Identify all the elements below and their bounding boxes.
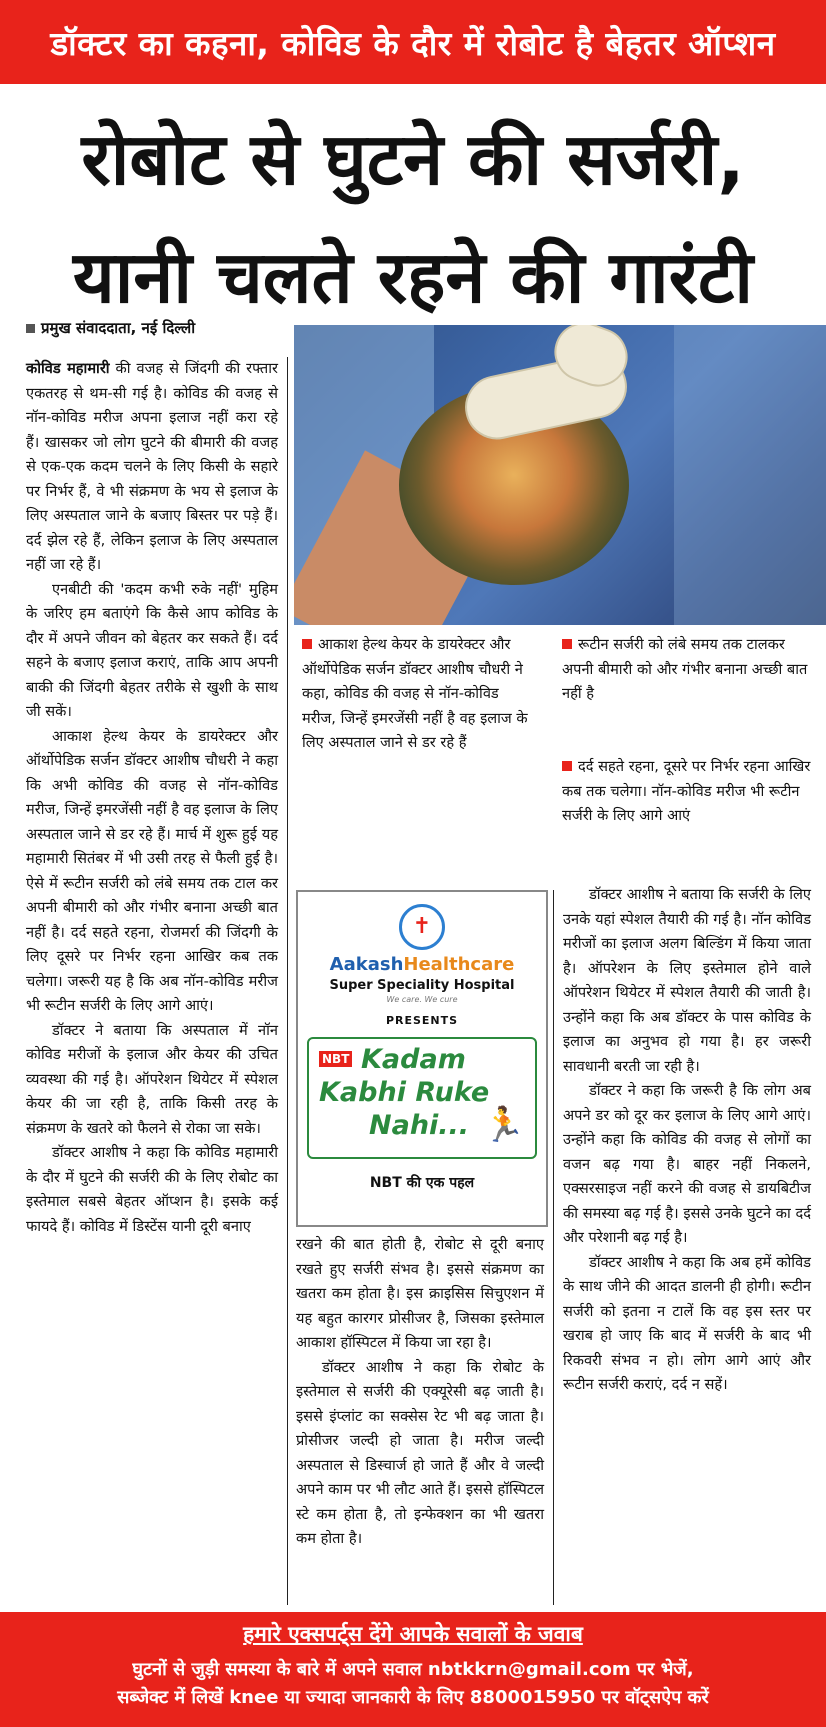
caption-text: आकाश हेल्थ केयर के डायरेक्टर और ऑर्थोपेडिक सर्जन डॉक्टर आशीष चौधरी ने कहा, कोविड की वजह से नॉन-कोविड मरीज, जिन्हें इमरजेंसी नहीं है वह इलाज के लिए अस्पताल जाने से डर रहे हैं bbox=[302, 636, 528, 751]
footer-bar bbox=[0, 1612, 826, 1727]
caption-text: दर्द सहते रहना, दूसरे पर निर्भर रहना आखिर कब तक चलेगा। नॉन-कोविड मरीज भी रूटीन सर्जरी के लिए आगे आएं bbox=[562, 758, 811, 824]
campaign-word-3: Nahi... bbox=[369, 1110, 470, 1141]
column-divider bbox=[287, 357, 288, 1605]
brand-part-b: Healthcare bbox=[403, 954, 515, 975]
campaign-logo bbox=[307, 1037, 537, 1159]
headline-line-1: रोबोट से घुटने की सर्जरी, bbox=[81, 117, 745, 201]
column-divider bbox=[553, 890, 554, 1605]
headline bbox=[0, 100, 826, 336]
caption-left bbox=[302, 633, 537, 756]
caption-right-2 bbox=[562, 755, 817, 829]
paragraph: डॉक्टर ने बताया कि अस्पताल में नॉन कोविड मरीजों के इलाज और केयर की उचित व्यवस्था की गई है। ऑपरेशन थियेटर में स्पेशल केयर की जा रही है, ताकि किसी तरह के संक्रमण के खतरे को फैलने से रोका जा सके। bbox=[26, 1021, 278, 1137]
surgery-photo bbox=[294, 325, 826, 625]
campaign-word-1: Kadam bbox=[361, 1044, 466, 1075]
banner-text: डॉक्टर का कहना, कोविड के दौर में रोबोट है बेहतर ऑप्शन bbox=[50, 23, 776, 63]
footer-line-1: घुटनों से जुड़ी समस्या के बारे में अपने सवाल nbtkkrn@gmail.com पर भेजें, bbox=[132, 1659, 694, 1680]
hospital-brand bbox=[298, 954, 546, 975]
hospital-subtitle: Super Speciality Hospital bbox=[329, 978, 515, 993]
footer-title: हमारे एक्सपर्ट्स देंगे आपके सवालों के जवाब bbox=[243, 1622, 583, 1646]
footer-line-2: सब्जेक्ट में लिखें knee या ज्यादा जानकारी के लिए 8800015950 पर वॉट्सऐप करें bbox=[117, 1687, 709, 1708]
paragraph: एनबीटी की 'कदम कभी रुके नहीं' मुहिम के जरिए हम बताएंगे कि कैसे आप कोविड के दौर में अपने जीवन को बेहतर कर सकते हैं। दर्द सहने के बजाए इलाज कराएं, ताकि आप अपनी बाकी की जिंदगी बेहतर तरीके से खुशी के साथ जी सकें। bbox=[26, 580, 278, 720]
red-square-icon bbox=[302, 639, 312, 649]
paragraph: डॉक्टर आशीष ने कहा कि अब हमें कोविड के साथ जीने की आदत डालनी ही होगी। रूटीन सर्जरी को इतना न टालें कि वह इस स्तर पर खराब हो जाए कि बाद में सर्जरी के बाद भी रिकवरी संभव न हो। लोग आगे आएं और रूटीन सर्जरी कराएं, दर्द न सहें। bbox=[563, 1253, 811, 1393]
article-column-1 bbox=[26, 357, 278, 1239]
paragraph: डॉक्टर आशीष ने बताया कि सर्जरी के लिए उनके यहां स्पेशल तैयारी की गई है। नॉन कोविड मरीजों का इलाज अलग बिल्डिंग में किया जाता है। ऑपरेशन के लिए इस्तेमाल होने वाले ऑपरेशन थियेटर में स्पेशल तैयारी की जाती है। उन्होंने कहा कि अब डॉक्टर के पास कोविड के इलाज का अनुभव हो गया है। हर जरूरी सावधानी बरती जा रही है। bbox=[563, 886, 811, 1075]
runner-icon: 🏃 bbox=[482, 1105, 525, 1145]
byline-square-icon bbox=[26, 324, 35, 333]
brand-part-a: Aakash bbox=[329, 954, 404, 975]
red-square-icon bbox=[562, 761, 572, 771]
headline-line-2: यानी चलते रहने की गारंटी bbox=[72, 235, 753, 319]
paragraph: आकाश हेल्थ केयर के डायरेक्टर और ऑर्थोपेडिक सर्जन डॉक्टर आशीष चौधरी ने कहा कि अभी कोविड की वजह से नॉन-कोविड मरीज, जिन्हें इमरजेंसी नहीं है वह इलाज के लिए अस्पताल जाने से डर रहे हैं। मार्च में शुरू हुई यह महामारी सितंबर में भी उसी तरह से फैली हुई है। ऐसे में रूटीन सर्जरी को लंबे समय तक टाल कर अपनी बीमारी को और गंभीर बनाना अच्छी बात नहीं है। दर्द सहते रहना, रोजमर्रा की जिंदगी के लिए दूसरे पर निर्भर रहना आखिर कब तक चलेगा। जरूरी यह है कि अब नॉन-कोविड मरीज भी रूटीन सर्जरी के लिए आगे आएं। bbox=[26, 727, 278, 1014]
nbt-badge: NBT bbox=[319, 1051, 352, 1067]
paragraph bbox=[26, 357, 278, 578]
paragraph: डॉक्टर ने कहा कि जरूरी है कि लोग अब अपने डर को दूर कर इलाज के लिए आगे आएं। उन्होंने कहा कि कोविड की वजह से लोगों का वजन बढ़ गया है। बाहर नहीं निकलने, एक्सरसाइज नहीं करने की वजह से डायबिटीज की समस्या बढ़ गई है। इससे उनके घुटने का दर्द और परेशानी बढ़ गई है। bbox=[563, 1082, 811, 1246]
caption-text: रूटीन सर्जरी को लंबे समय तक टालकर अपनी बीमारी को और गंभीर बनाना अच्छी बात नहीं है bbox=[562, 636, 808, 702]
nbt-initiative-label: NBT की एक पहल bbox=[369, 1175, 475, 1191]
drape-shape bbox=[674, 325, 826, 625]
byline-text: प्रमुख संवाददाता, नई दिल्ली bbox=[41, 319, 196, 337]
hospital-logo-icon: ✝ bbox=[399, 904, 445, 950]
campaign-word-2: Kabhi Ruke bbox=[319, 1077, 490, 1108]
article-column-2 bbox=[296, 1233, 544, 1552]
caption-right-1 bbox=[562, 633, 817, 707]
red-square-icon bbox=[562, 639, 572, 649]
top-banner bbox=[0, 0, 826, 84]
hospital-tagline: We care. We cure bbox=[386, 995, 458, 1004]
byline bbox=[26, 318, 195, 338]
paragraph-text: की वजह से जिंदगी की रफ्तार एकतरह से थम-सी गई है। कोविड की वजह से नॉन-कोविड मरीज अपना इलाज नहीं करा रहे हैं। खासकर जो लोग घुटने की बीमारी की वजह से एक-एक कदम चलने के लिए किसी के सहारे पर निर्भर हैं, वे भी संक्रमण के भय से इलाज के लिए अस्पताल जाने के बजाए बिस्तर पर पड़े हैं। दर्द झेल रहे हैं, लेकिन इलाज के लिए अस्पताल नहीं जा रहे हैं। bbox=[26, 360, 278, 573]
promo-box bbox=[296, 890, 548, 1227]
article-column-3 bbox=[563, 883, 811, 1398]
lead-text: कोविड महामारी bbox=[26, 360, 110, 377]
paragraph: रखने की बात होती है, रोबोट से दूरी बनाए रखते हुए सर्जरी संभव है। इससे संक्रमण का खतरा कम होता है। इस क्राइसिस सिचुएशन में यह बहुत कारगर प्रोसीजर है, जिसका इस्तेमाल आकाश हॉस्पिटल में किया जा रहा है। bbox=[296, 1236, 544, 1351]
paragraph: डॉक्टर आशीष ने कहा कि रोबोट के इस्तेमाल से सर्जरी की एक्यूरेसी बढ़ जाती है। इससे इंप्लांट का सक्सेस रेट भी बढ़ जाता है। प्रोसीजर जल्दी हो जाता है। मरीज जल्दी अस्पताल से डिस्चार्ज हो जाते हैं और वे जल्दी अपने काम पर भी लौट आते हैं। इससे हॉस्पिटल स्टे कम होता है, तो इन्फेक्शन का भी खतरा कम होता है। bbox=[296, 1358, 544, 1547]
presents-label: PRESENTS bbox=[385, 1014, 459, 1027]
photo-captions bbox=[294, 625, 826, 857]
paragraph: डॉक्टर आशीष ने कहा कि कोविड महामारी के दौर में घुटने की सर्जरी की के लिए रोबोट का इस्तेमाल सबसे बेहतर ऑप्शन है। इसके कई फायदे हैं। कोविड में डिस्टेंस यानी दूरी बनाए bbox=[26, 1144, 278, 1235]
